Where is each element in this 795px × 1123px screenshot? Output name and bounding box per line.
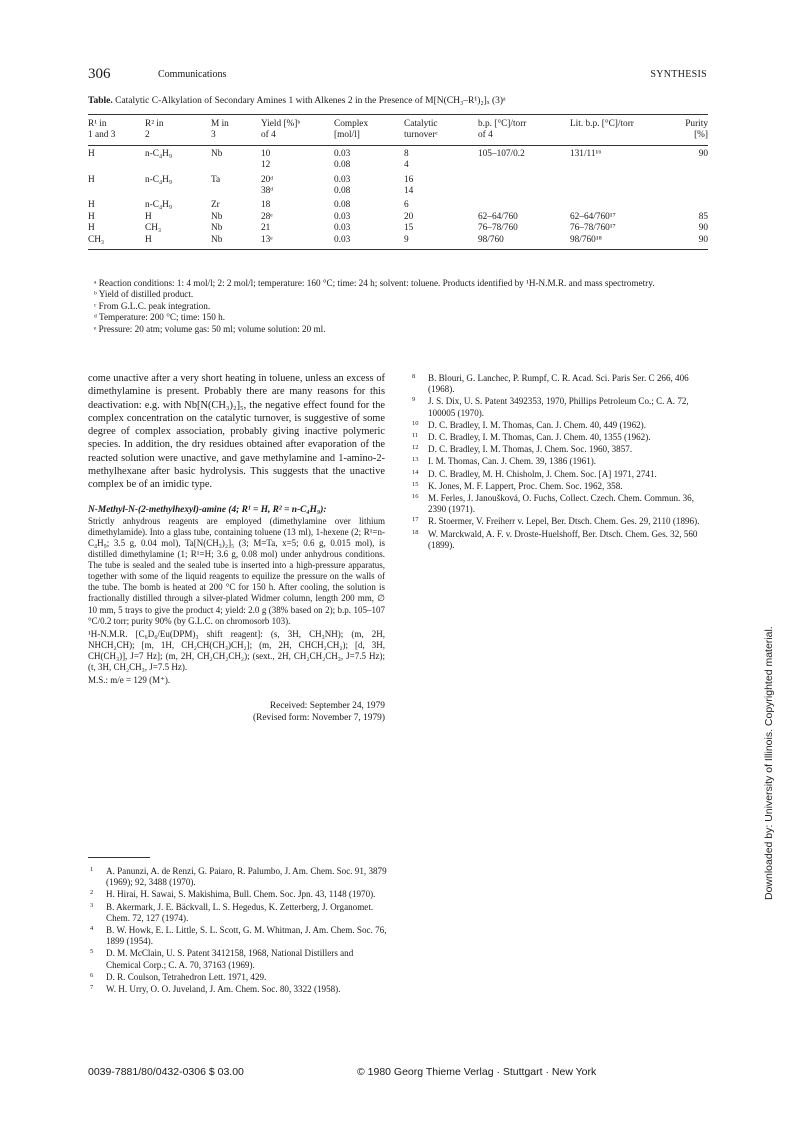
table-cell [570,160,668,171]
reference-item [410,469,710,480]
table-cell [570,197,668,211]
table-footnote: ᵇ Yield of distilled product. [94,289,194,300]
table-cell: Nb [211,223,223,234]
table-cell: CH₃ [88,235,145,250]
reference-number: 3 [90,901,94,909]
table-cell: 0.03 [334,235,404,250]
table-cell: 10 [261,148,271,159]
table-caption-label: Table. [88,96,113,106]
table-cell: H [88,200,95,211]
table-cell [570,172,668,186]
table-header-row [88,115,708,146]
table-cell: 0.03 [334,148,351,159]
reference-text: D. C. Bradley, I. M. Thomas, Can. J. Chem. 40, 449 (1962). [428,419,646,430]
reference-number: 6 [90,971,94,979]
table-cell [211,186,261,197]
reference-number: 5 [90,948,94,956]
reference-item [410,516,710,527]
header-cell: M in 3 [211,115,261,146]
table-cell [478,160,570,171]
footnote-rule [88,857,150,858]
received-date: Received: September 24, 1979 [269,701,385,712]
reference-item [410,481,710,492]
reference-number: 8 [412,373,416,380]
table-cell: H [88,223,95,234]
table-cell: 0.03 [334,174,351,185]
left-column [88,372,385,724]
table-cell: 20 [404,211,414,222]
received-dates [88,700,385,724]
reference-item [410,493,710,515]
table-cell: 16 [404,174,414,185]
table-cell: H [145,235,211,250]
reference-number: 1 [90,866,94,873]
table-row [88,212,708,223]
reference-text: D. M. McClain, U. S. Patent 3412158, 1968, National Distillers and Chemical Corp.; C. A. 70, 37163 (1969). [106,948,354,970]
reference-text: D. R. Coulson, Tetrahedron Lett. 1971, 429. [106,971,267,982]
ms-data: M.S.: m/e = 129 (M⁺). [88,675,171,686]
table-cell: 18 [261,200,271,211]
table-cell [478,197,570,211]
reference-item [410,420,710,431]
table-cell [145,160,211,171]
table-cell: Nb [211,235,261,250]
reference-item [88,925,388,947]
table-row [88,235,708,250]
table-cell: 0.08 [334,160,351,171]
table-cell: 0.08 [334,186,351,197]
journal-name: SYNTHESIS [650,69,707,80]
table-cell: 12 [261,160,271,171]
reference-text: H. Hirai, H. Sawai, S. Makishima, Bull. Chem. Soc. Jpn. 43, 1148 (1970). [106,889,376,900]
table-cell: 131/11¹⁶ [570,148,602,159]
header-cell: R¹ in 1 and 3 [88,115,145,146]
table-cell: 90 [698,223,708,234]
reference-text: W. Marckwald, A. F. v. Droste-Huelshoff, Ber. Dtsch. Chem. Ges. 32, 560 (1899). [428,528,698,550]
table-caption-text: Catalytic C-Alkylation of Secondary Amines 1 with Alkenes 2 in the Presence of M[N(CH₃–R¹)₂]ₓ (3)ᵃ [115,96,506,106]
reference-text: D. C. Bradley, M. H. Chisholm, J. Chem. Soc. [A] 1971, 2741. [428,468,657,479]
reference-text: W. H. Urry, O. O. Juveland, J. Am. Chem. Soc. 80, 3322 (1958). [106,984,341,995]
table-cell: 21 [261,223,271,234]
table-cell: 62–64/760¹⁷ [570,211,616,222]
reference-item [88,889,388,900]
table-footnote: ᶜ From G.L.C. peak integration. [94,300,211,311]
header-cell: Yield [%]ᵇ of 4 [261,115,334,146]
reference-text: D. C. Bradley, I. M. Thomas, J. Chem. Soc. 1960, 3857. [428,444,633,455]
reference-item [88,984,388,995]
table-row [88,172,708,186]
reference-item [410,444,710,455]
reference-item [410,373,710,395]
header-cell: R² in 2 [145,115,211,146]
reference-number: 16 [412,493,419,501]
reference-item [88,972,388,983]
table-cell [145,186,211,197]
reference-item [88,902,388,924]
reference-text: D. C. Bradley, I. M. Thomas, Can. J. Chem. 40, 1355 (1962). [428,432,651,443]
table-cell [668,172,708,186]
table-cell: 76–78/760 [478,223,518,234]
reference-text: I. M. Thomas, Can. J. Chem. 39, 1386 (1961). [428,456,597,467]
reference-number: 13 [412,456,419,464]
reference-item [410,432,710,443]
table-cell: CH₃ [145,223,162,234]
table-cell: 105–107/0.2 [478,148,525,159]
header-cell: b.p. [°C]/torr of 4 [478,115,570,146]
table-cell: 85 [698,211,708,222]
table-cell: n-C₄H₉ [145,174,173,185]
table-cell: 15 [404,223,414,234]
table-cell: n-C₄H₉ [145,148,173,159]
table-cell: 0.03 [334,211,351,222]
table-cell: 98/760 [478,235,570,250]
table-row [88,186,708,197]
table-cell [668,160,708,171]
results-table [88,114,708,250]
reference-number: 10 [412,419,419,427]
reference-number: 9 [412,396,416,404]
table-cell: 0.08 [334,200,351,211]
table-cell: 76–78/760¹⁷ [570,223,616,234]
body-paragraph: come unactive after a very short heating in toluene, unless an excess of dimethylamine is present. Probably there are many reasons for this deactivation: e.g. with Nb[N(CH₃)₂]₅, the negative effect found for the complex concentration on the catalytic turnover, is suggestive of some degree of complex association, probably giving inactive polymeric species. In addition, the dry residues obtained after evaporation of the reacted solution were unactive, and gave methylamine and 1-amino-2-methylhexane after basic hydrolysis. This suggests that the unactive complex be of an imidic type. [88,373,385,491]
reference-text: R. Stoermer, V. Freiherr v. Lepel, Ber. Dtsch. Chem. Ges. 29, 2110 (1896). [428,516,700,527]
header-cell: Complex [mol/l] [334,115,404,146]
table-cell: 8 [404,148,409,159]
table-cell: 62–64/760 [478,211,518,222]
table-row [88,160,708,171]
reference-number: 18 [412,528,419,536]
footer-code: 0039-7881/80/0432-0306 $ 03.00 [88,1066,244,1078]
table-cell: 13ᵉ [261,235,334,250]
reference-item [88,948,388,970]
table-caption [88,96,708,106]
reference-text: J. S. Dix, U. S. Patent 3492353, 1970, Phillips Petroleum Co.; C. A. 72, 100005 (1970). [428,396,689,418]
reference-item [410,529,710,551]
table-cell: H [88,174,95,185]
references-right [410,373,710,552]
experimental-text: Strictly anhydrous reagents are employed (dimethylamine over lithium dimethylamide). Into a glass tube, containing toluene (13 ml), 1-hexene (2; R¹=n-C₄H₉; 3.5 g, 0.04 mol), Ta[N(CH₃)₂]₅ (3; M=Ta, x=5; 0.6 g, 0.015 mol), is distilled dimethylamine (1; R¹=H; 3.6 g, 0.08 mol) under anhydrous conditions. The tube is sealed and the sealed tube is inserted into a high-pressure apparatus, together with some of the liquid reagents to equilize the pressure on the walls of the tube. The bomb is heated at 200 °C for 150 h. After cooling, the solution is fractionally distilled through a silver-plated Widmer column, length 200 mm, ∅ 10 mm, 5 trays to give the product 4; yield: 2.0 g (38% based on 2); b.p. 105–107 °C/0.2 torr; purity 90% (by G.L.C. on chromosorb 103). [88,515,385,626]
table-cell: Ta [211,174,221,185]
reference-text: A. Panunzi, A. de Renzi, G. Paiaro, R. Palumbo, J. Am. Chem. Soc. 91, 3879 (1969); 92, 3488 (1970). [106,866,387,888]
table-cell: n-C₄H₉ [145,200,173,211]
table-cell: 20ᵈ [261,174,274,185]
reference-text: M. Ferles, J. Janoušková, O. Fuchs, Collect. Czech. Chem. Commun. 36, 2390 (1971). [428,493,694,515]
table-cell: Nb [211,148,223,159]
table-cell [570,186,668,197]
reference-number: 7 [90,984,94,992]
table-cell: 38ᵈ [261,186,274,197]
header-cell: Lit. b.p. [°C]/torr [570,115,668,146]
table-cell: 98/760¹⁸ [570,235,668,250]
reference-text: B. Akermark, J. E. Bäckvall, L. S. Hegedus, K. Zetterberg, J. Organomet. Chem. 72, 127 (1974). [106,901,374,923]
reference-item [88,866,388,888]
table-footnote: ᵈ Temperature: 200 °C; time: 150 h. [94,312,226,323]
table-cell: 4 [404,160,409,171]
reference-number: 2 [90,889,94,897]
footer-copyright: © 1980 Georg Thieme Verlag · Stuttgart · New York [357,1066,597,1078]
page-number: 306 [88,66,111,82]
table-cell: Nb [211,211,223,222]
table-cell: H [88,148,95,159]
table-cell: H [88,211,95,222]
reference-number: 4 [90,925,94,933]
table-footnotes [88,278,708,335]
experimental-title: N-Methyl-N-(2-methylhexyl)-amine (4; R¹ = H, R² = n-C₄H₉): [88,504,327,515]
table-cell [88,160,145,171]
table-cell: 90 [668,235,708,250]
reference-number: 15 [412,480,419,488]
table-cell [668,186,708,197]
reference-number: 14 [412,468,419,476]
table-cell [478,186,570,197]
reference-text: B. W. Howk, E. L. Little, S. L. Scott, G. M. Whitman, J. Am. Chem. Soc. 76, 1899 (1954). [106,925,387,947]
table-row [88,223,708,234]
table-row [88,197,708,211]
section-title: Communications [158,69,227,80]
header-cell: Purity [%] [668,115,708,146]
reference-text: B. Blouri, G. Lanchec, P. Rumpf, C. R. Acad. Sci. Paris Ser. C 266, 406 (1968). [428,373,689,395]
reference-number: 12 [412,444,419,452]
header-cell: Catalytic turnoverᶜ [404,115,478,146]
table-cell: H [145,211,152,222]
table-cell [88,186,145,197]
reference-text: K. Jones, M. F. Lappert, Proc. Chem. Soc. 1962, 358. [428,480,623,491]
download-watermark: Downloaded by: University of Illinois. Copyrighted material. [763,626,775,900]
nmr-data: ¹H-N.M.R. [C₆D₆/Eu(DPM)₃ shift reagent]: (s, 3H, CH₃NH); (m, 2H, NHCH₂CH); [m, 1H, CH₂CH(CH₃)CH₂]; (m, 2H, CHCH₂CH₂); [d, 3H, CH(CH₃)], J=7 Hz]; (m, 2H, CH₂CH₂CH₂); (sext., 2H, CH₂CH₂CH₃, J=7.5 Hz); (t, 3H, CH₂CH₃, J=7.5 Hz). [88,628,385,672]
table-row [88,145,708,160]
reference-item [410,456,710,467]
references-left [88,866,388,996]
table-cell [211,160,261,171]
reference-number: 11 [412,432,419,440]
table-cell: 28ᵉ [261,211,273,222]
table-cell [478,172,570,186]
table-footnote: ᵃ Reaction conditions: 1: 4 mol/l; 2: 2 mol/l; temperature: 160 °C; time: 24 h; solvent: toluene. Products identified by ¹H-N.M.R. and mass spectrometry. [94,278,655,288]
table-cell: 9 [404,235,478,250]
table-cell: 90 [698,148,708,159]
reference-number: 17 [412,516,419,524]
reference-item [410,396,710,418]
revised-date: (Revised form: November 7, 1979) [252,713,385,724]
table-cell: 14 [404,186,414,197]
table-cell: 0.03 [334,223,351,234]
experimental-section [88,504,385,627]
table-body [88,145,708,249]
table-cell [668,197,708,211]
table-footnote: ᵉ Pressure: 20 atm; volume gas: 50 ml; volume solution: 20 ml. [94,323,326,334]
table-cell: 6 [404,200,409,211]
table-cell: Zr [211,200,220,211]
